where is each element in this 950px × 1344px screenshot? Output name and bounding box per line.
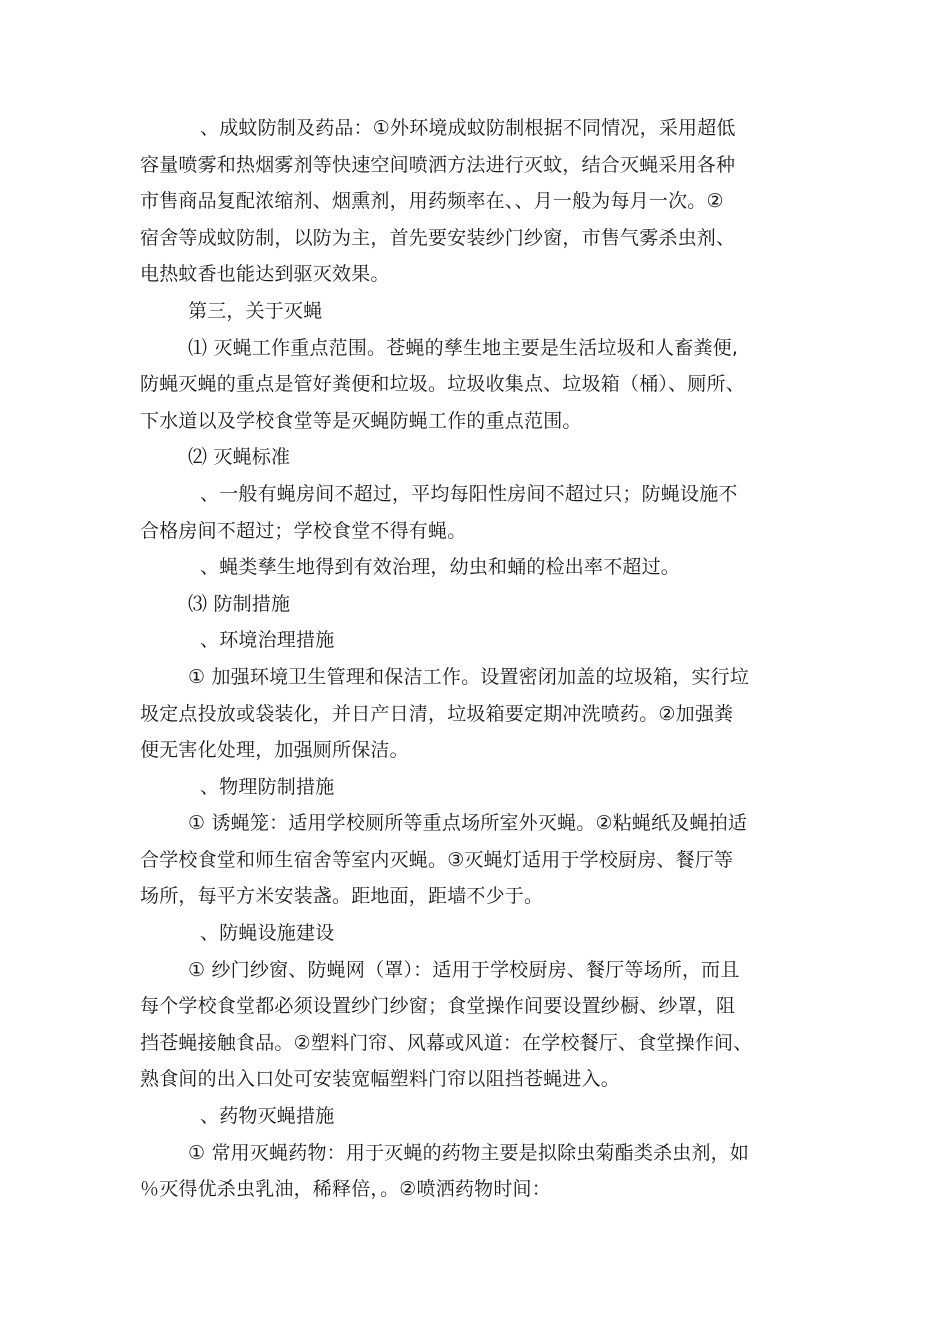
- item-heading: 、药物灭蝇措施: [200, 1105, 335, 1128]
- text-line: 每个学校食堂都必须设置纱门纱窗；食堂操作间要设置纱橱、纱罩，阻: [140, 995, 736, 1018]
- text-line: 、蝇类孳生地得到有效治理，幼虫和蛹的检出率不超过。: [200, 556, 681, 579]
- text-line: 宿舍等成蚊防制，以防为主，首先要安装纱门纱窗，市售气雾杀虫剂、: [140, 226, 736, 249]
- item-heading: 、物理防制措施: [200, 775, 335, 798]
- text-line: 便无害化处理，加强厕所保洁。: [140, 739, 409, 762]
- text-line: 合学校食堂和师生宿舍等室内灭蝇。③灭蝇灯适用于学校厨房、餐厅等: [140, 848, 734, 871]
- text-line: 、一般有蝇房间不超过，平均每阳性房间不超过只；防蝇设施不: [200, 482, 738, 505]
- text-line: ⑴ 灭蝇工作重点范围。苍蝇的孳生地主要是生活垃圾和人畜粪便,: [188, 336, 739, 359]
- text-line: 电热蚊香也能达到驱灭效果。: [140, 263, 390, 286]
- text-line: 市售商品复配浓缩剂、烟熏剂，用药频率在、、月一般为每月一次。②: [140, 190, 724, 213]
- text-line: ① 诱蝇笼：适用学校厕所等重点场所室外灭蝇。②粘蝇纸及蝇拍适: [188, 812, 748, 835]
- text-line: ① 纱门纱窗、防蝇网（罩）：适用于学校厨房、餐厅等场所，而且: [188, 958, 740, 981]
- text-line: 熟食间的出入口处可安装宽幅塑料门帘以阻挡苍蝇进入。: [140, 1068, 621, 1091]
- subsection-heading: ⑶ 防制措施: [188, 592, 291, 615]
- item-heading: 、环境治理措施: [200, 629, 335, 652]
- item-heading: 、防蝇设施建设: [200, 922, 335, 945]
- text-line: ① 常用灭蝇药物：用于灭蝇的药物主要是拟除虫菊酯类杀虫剂，如: [188, 1141, 750, 1164]
- text-line: ％灭得优杀虫乳油，稀释倍，。②喷洒药物时间：: [140, 1178, 551, 1201]
- text-line: ① 加强环境卫生管理和保洁工作。设置密闭加盖的垃圾箱，实行垃: [188, 665, 750, 688]
- subsection-heading: ⑵ 灭蝇标准: [188, 446, 291, 469]
- text-line: 、成蚊防制及药品：①外环境成蚊防制根据不同情况，采用超低: [200, 117, 736, 139]
- text-line: 场所，每平方米安装盏。距地面，距墙不少于。: [140, 885, 544, 908]
- text-line: 防蝇灭蝇的重点是管好粪便和垃圾。垃圾收集点、垃圾箱（桶）、厕所、: [140, 373, 745, 396]
- text-line: 圾定点投放或袋装化，并日产日清，垃圾箱要定期冲洗喷药。②加强粪: [140, 702, 734, 725]
- section-heading: 第三，关于灭蝇: [188, 299, 323, 322]
- text-line: 下水道以及学校食堂等是灭蝇防蝇工作的重点范围。: [140, 409, 582, 432]
- text-line: 合格房间不超过；学校食堂不得有蝇。: [140, 519, 467, 542]
- text-line: 挡苍蝇接触食品。②塑料门帘、风幕或风道：在学校餐厅、食堂操作间、: [140, 1031, 753, 1054]
- text-line: 容量喷雾和热烟雾剂等快速空间喷洒方法进行灭蚊，结合灭蝇采用各种: [140, 153, 736, 176]
- document-body: [140, 110, 830, 1208]
